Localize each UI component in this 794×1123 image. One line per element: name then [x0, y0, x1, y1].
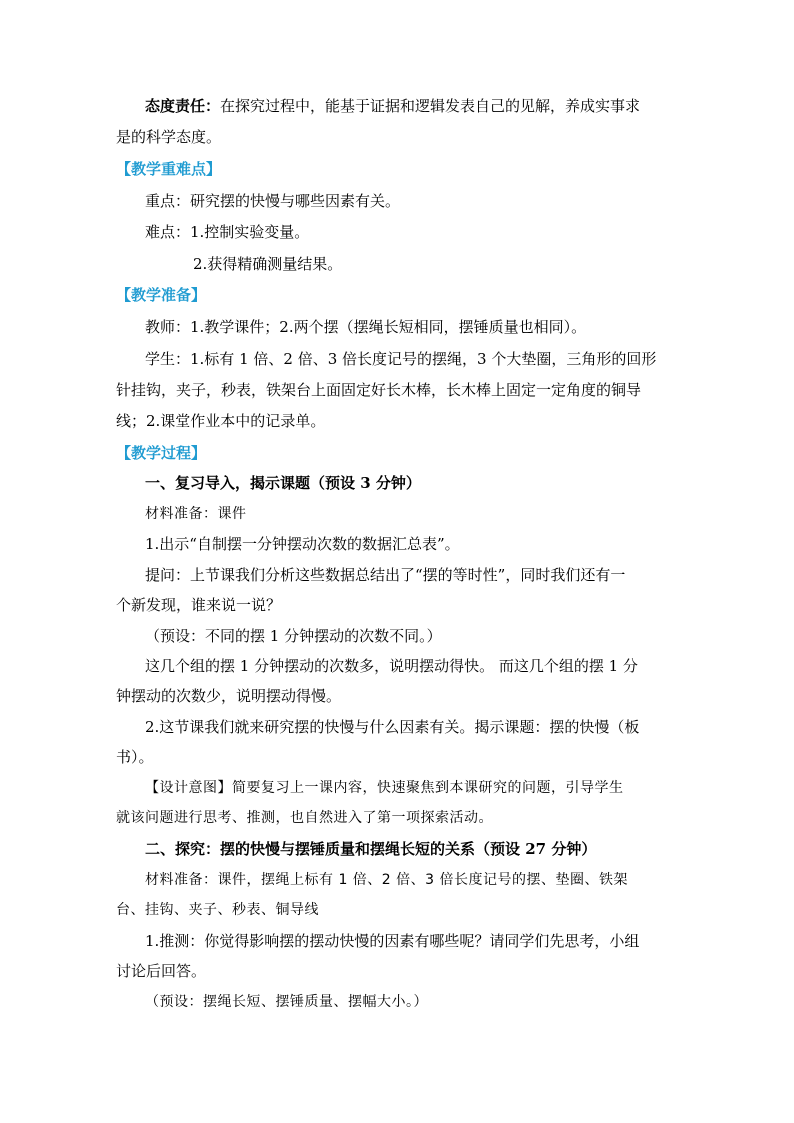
design-intent-a: 【设计意图】简要复习上一课内容，快速聚焦到本课研究的问题，引导学生	[145, 780, 624, 796]
difficulty-text-1: 难点：1.控制实验变量。	[145, 223, 310, 241]
student-prep-2: 针挂钩，夹子，秒表，铁架台上面固定好长木棒，长木棒上固定一定角度的铜导	[116, 381, 642, 399]
attitude-text-1: 在探究过程中，能基于证据和逻辑发表自己的见解，养成实事求	[220, 97, 641, 115]
student-prep-3: 线；2.课堂作业本中的记录单。	[116, 412, 326, 430]
focus-text: 重点：研究摆的快慢与哪些因素有关。	[145, 192, 401, 210]
section1-materials: 材料准备：课件	[145, 506, 247, 522]
section1-p3: （预设：不同的摆 1 分钟摆动的次数不同。）	[145, 627, 442, 645]
preparation-heading: 【教学准备】	[116, 286, 207, 304]
student-prep-1: 学生：1.标有 1 倍、2 倍、3 倍长度记号的摆绳，3 个大垫圈，三角形的回形	[145, 350, 657, 368]
difficulty-text-2: 2.获得精确测量结果。	[193, 255, 343, 273]
attitude-label: 态度责任：	[145, 97, 221, 115]
teacher-prep: 教师：1.教学课件；2.两个摆（摆绳长短相同，摆锤质量也相同）。	[145, 318, 587, 336]
section1-p5b: 书）。	[116, 748, 154, 766]
section2-p1a: 1.推测：你觉得影响摆的摆动快慢的因素有哪些呢？请同学们先思考，小组	[145, 932, 640, 950]
section2-p2: （预设：摆绳长短、摆锤质量、摆幅大小。）	[145, 994, 428, 1010]
section2-materials-b: 台、挂钩、夹子、秒表、铜导线	[116, 902, 319, 918]
process-heading: 【教学过程】	[116, 444, 207, 462]
attitude-line-2: 是的科学态度。	[116, 128, 222, 146]
design-intent-b: 就该问题进行思考、推测，也自然进入了第一项探索活动。	[116, 810, 493, 826]
section1-p4b: 钟摆动的次数少，说明摆动得慢。	[116, 687, 342, 705]
section2-p1b: 讨论后回答。	[116, 962, 207, 980]
section1-p2a: 提问：上节课我们分析这些数据总结出了“摆的等时性”，同时我们还有一	[145, 566, 626, 584]
section1-p2b: 个新发现，谁来说一说？	[116, 596, 282, 614]
section1-p4a: 这几个组的摆 1 分钟摆动的次数多，说明摆动得快。 而这几个组的摆 1 分	[145, 657, 638, 675]
section1-p1: 1.出示“自制摆一分钟摆动次数的数据汇总表”。	[145, 535, 460, 553]
section2-title: 二、探究：摆的快慢与摆锤质量和摆绳长短的关系（预设 27 分钟）	[145, 840, 597, 858]
key-points-heading: 【教学重难点】	[116, 160, 222, 178]
section1-p5a: 2.这节课我们就来研究摆的快慢与什么因素有关。揭示课题：摆的快慢（板	[145, 718, 640, 736]
attitude-line-1	[145, 96, 640, 116]
section1-title: 一、复习导入，揭示课题（预设 3 分钟）	[145, 474, 421, 492]
section2-materials-a: 材料准备：课件，摆绳上标有 1 倍、2 倍、3 倍长度记号的摆、垫圈、铁架	[145, 872, 629, 888]
